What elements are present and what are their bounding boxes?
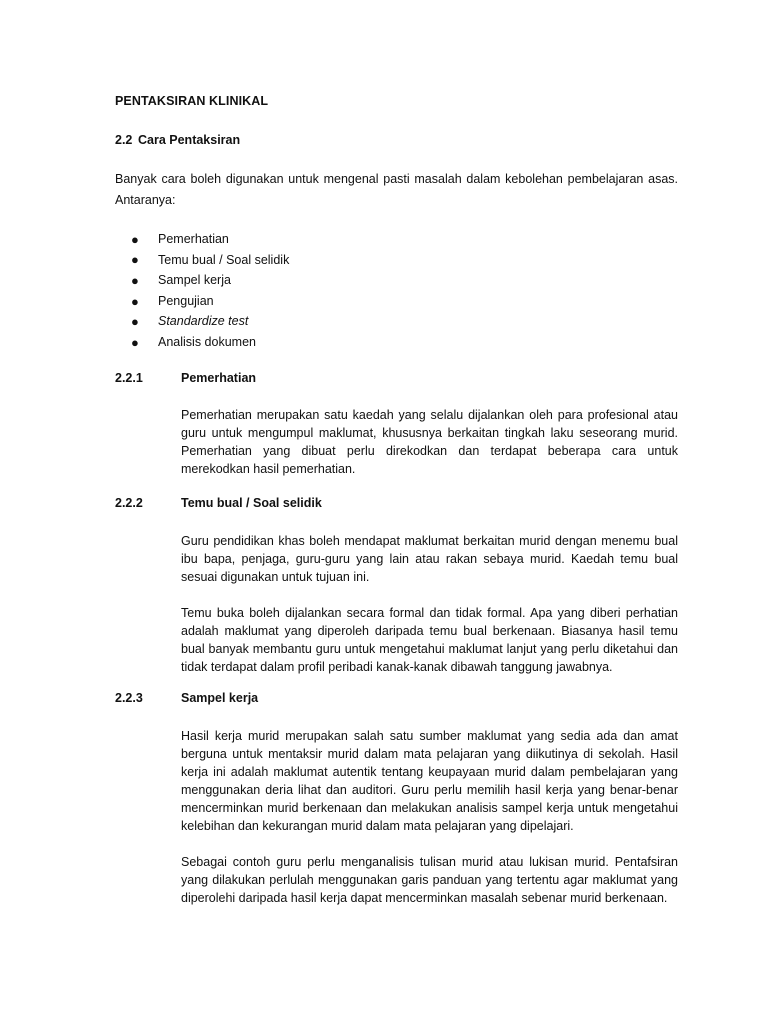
section-number: 2.2 <box>115 133 133 147</box>
subsection-body-pemerhatian <box>181 406 678 478</box>
subsection-title: Temu bual / Soal selidik <box>181 496 322 510</box>
subsection-heading-sampel-kerja <box>115 691 258 705</box>
bullet-icon: ● <box>131 314 139 330</box>
list-item-text: Temu bual / Soal selidik <box>158 252 290 267</box>
subsection-heading-pemerhatian <box>115 371 256 385</box>
subsection-title: Pemerhatian <box>181 371 257 385</box>
body-paragraph: Hasil kerja murid merupakan salah satu sumber maklumat yang sedia ada dan amat berguna untuk mentaksir murid dalam mata pelajaran yang diikutinya di sekolah. Hasil kerja ini adalah maklumat autentik tentang keupayaan murid dalam pembelajaran yang menggunakan deria lihat dan auditori. Guru perlu memilih hasil kerja yang benar-benar mencerminkan murid berkenaan dan melakukan analisis sampel kerja untuk mengetahui kelebihan dan kekurangan murid dalam mata pelajaran yang dipelajari. <box>181 729 678 833</box>
body-paragraph: Sebagai contoh guru perlu menganalisis tulisan murid atau lukisan murid. Pentafsiran yang dilakukan perlulah menggunakan garis panduan yang tertentu agar maklumat yang diperolehi daripada hasil kerja dapat mencerminkan masalah sebenar murid berkenaan. <box>181 855 678 905</box>
subsection-title: Sampel kerja <box>181 691 259 705</box>
bullet-icon: ● <box>131 293 139 309</box>
subsection-number: 2.2.2 <box>115 496 143 510</box>
list-item-text: Standardize test <box>158 314 249 329</box>
section-heading <box>115 133 240 147</box>
subsection-heading-temu-bual <box>115 496 322 510</box>
body-paragraph: Pemerhatian merupakan satu kaedah yang selalu dijalankan oleh para profesional atau guru untuk mengumpul maklumat, khususnya berkaitan tingkah laku seseorang murid. Pemerhatian yang dibuat perlu direkodkan dan terdapat beberapa cara untuk merekodkan hasil pemerhatian. <box>181 408 678 476</box>
subsection-number: 2.2.3 <box>115 691 143 705</box>
bullet-icon: ● <box>131 272 139 288</box>
list-item-text: Pengujian <box>158 293 214 308</box>
list-item <box>131 291 289 312</box>
assessment-methods-list <box>131 229 289 353</box>
subsection-body-sampel-kerja <box>181 727 678 907</box>
bullet-icon: ● <box>131 334 139 350</box>
list-item-text: Pemerhatian <box>158 232 229 246</box>
body-paragraph: Temu buka boleh dijalankan secara formal dan tidak formal. Apa yang diberi perhatian adalah maklumat yang diperoleh daripada temu bual berkenaan. Biasanya hasil temu bual banyak membantu guru untuk mengetahui maklumat lanjut yang perlu diketahui dan tidak terdapat dalam profil peribadi kanak-kanak dibawah tanggung jawabnya. <box>181 606 678 674</box>
bullet-icon: ● <box>131 231 139 247</box>
list-item <box>131 270 289 291</box>
intro-text: Banyak cara boleh digunakan untuk mengenal pasti masalah dalam kebolehan pembelajaran asas. Antaranya: <box>115 172 678 207</box>
list-item <box>131 250 289 271</box>
list-item <box>131 311 289 332</box>
section-title: Cara Pentaksiran <box>138 133 241 147</box>
list-item-text: Analisis dokumen <box>158 334 256 349</box>
subsection-number: 2.2.1 <box>115 371 143 385</box>
list-item-text: Sampel kerja <box>158 273 231 288</box>
list-item <box>131 229 289 250</box>
subsection-body-temu-bual <box>181 532 678 676</box>
list-item <box>131 332 289 353</box>
intro-paragraph <box>115 169 678 211</box>
document-title: PENTAKSIRAN KLINIKAL <box>115 94 269 108</box>
bullet-icon: ● <box>131 252 139 268</box>
body-paragraph: Guru pendidikan khas boleh mendapat maklumat berkaitan murid dengan menemu bual ibu bapa, penjaga, guru-guru yang lain atau rakan sebaya murid. Kaedah temu bual sesuai digunakan untuk tujuan ini. <box>181 534 678 584</box>
